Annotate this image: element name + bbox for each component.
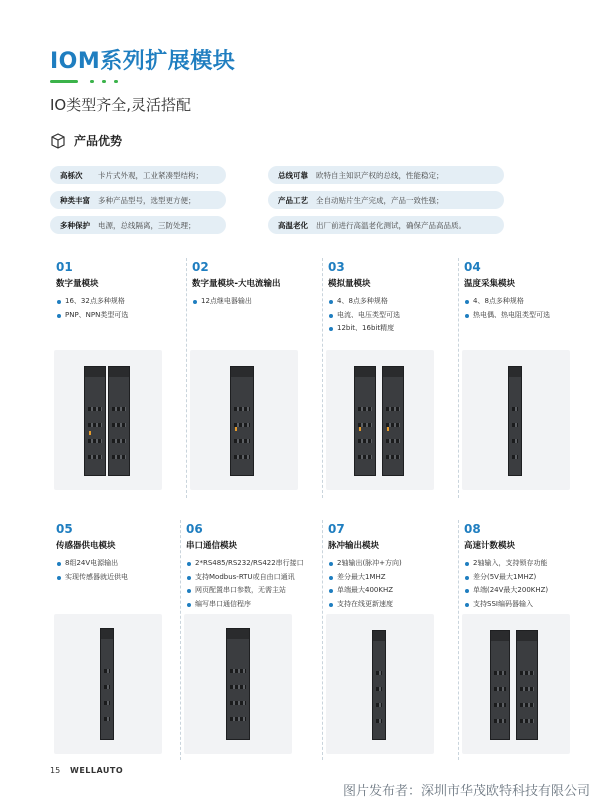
module-photo bbox=[54, 350, 162, 490]
module-card bbox=[192, 260, 281, 309]
module-feature: 单端最大400KHZ bbox=[328, 584, 402, 598]
module-photo bbox=[184, 614, 292, 754]
module-photo bbox=[326, 350, 434, 490]
advantage-pill bbox=[50, 216, 226, 234]
advantage-value: 卡片式外观，工业紧凑型结构； bbox=[98, 170, 203, 180]
module-name: 高速计数模块 bbox=[464, 541, 516, 551]
module-name: 模拟量模块 bbox=[328, 279, 371, 289]
module-photo bbox=[326, 614, 434, 754]
module-feature: PNP、NPN类型可选 bbox=[56, 309, 128, 323]
advantage-value: 多种产品型号，选型更方便； bbox=[98, 195, 196, 205]
advantage-pill bbox=[50, 166, 226, 184]
advantage-value: 欧特自主知识产权的总线，性能稳定； bbox=[316, 170, 444, 180]
module-card bbox=[464, 522, 548, 611]
cube-icon bbox=[50, 133, 66, 149]
module-feature: 2轴输出(脉冲+方向) bbox=[328, 557, 402, 571]
module-feature: 支持在线更新速度 bbox=[328, 598, 402, 612]
module-card bbox=[328, 260, 400, 336]
advantage-pill bbox=[268, 166, 504, 184]
module-feature: 支持SSI编码器输入 bbox=[464, 598, 548, 612]
advantage-value: 出厂前进行高温老化测试，确保产品高品质。 bbox=[316, 220, 466, 230]
advantages-label: 产品优势 bbox=[74, 134, 123, 148]
advantage-value: 全自动贴片生产完成，产品一致性强； bbox=[316, 195, 444, 205]
module-feature: 2轴输入，支持锁存功能 bbox=[464, 557, 548, 571]
module-number: 04 bbox=[464, 260, 481, 274]
module-card bbox=[186, 522, 304, 611]
module-name: 温度采集模块 bbox=[464, 279, 516, 289]
module-card bbox=[464, 260, 550, 322]
module-name: 串口通信模块 bbox=[186, 541, 238, 551]
module-feature: 支持Modbus-RTU或自由口通讯 bbox=[186, 571, 304, 585]
module-photo bbox=[462, 350, 570, 490]
advantage-key: 总线可靠 bbox=[278, 170, 308, 180]
module-feature: 单端(24V最大200KHZ) bbox=[464, 584, 548, 598]
module-number: 01 bbox=[56, 260, 73, 274]
advantage-key: 高栎次 bbox=[60, 170, 83, 180]
module-number: 07 bbox=[328, 522, 345, 536]
module-name: 传感器供电模块 bbox=[56, 541, 116, 551]
module-card bbox=[56, 522, 128, 584]
module-feature: 差分最大1MHZ bbox=[328, 571, 402, 585]
module-feature: 热电偶、热电阻类型可选 bbox=[464, 309, 550, 323]
module-feature: 12bit、16bit精度 bbox=[328, 322, 400, 336]
page-number: 15 bbox=[50, 766, 61, 775]
brand-name: WELLAUTO bbox=[70, 766, 124, 775]
advantage-pill bbox=[50, 191, 226, 209]
module-feature: 16、32点多种规格 bbox=[56, 295, 128, 309]
module-name: 脉冲输出模块 bbox=[328, 541, 380, 551]
advantage-key: 多种保护 bbox=[60, 220, 90, 230]
advantages-heading bbox=[50, 132, 122, 149]
module-feature: 电流、电压类型可选 bbox=[328, 309, 400, 323]
module-feature: 8组24V电源输出 bbox=[56, 557, 128, 571]
module-number: 03 bbox=[328, 260, 345, 274]
module-feature: 差分(5V最大1MHZ) bbox=[464, 571, 548, 585]
module-photo bbox=[462, 614, 570, 754]
module-photo bbox=[54, 614, 162, 754]
module-feature: 12点继电器输出 bbox=[192, 295, 281, 309]
publisher-credit: 图片发布者：深圳市华茂欧特科技有限公司 bbox=[342, 784, 590, 799]
module-number: 05 bbox=[56, 522, 73, 536]
module-number: 08 bbox=[464, 522, 481, 536]
module-name: 数字量模块 bbox=[56, 279, 99, 289]
module-feature: 4、8点多种规格 bbox=[328, 295, 400, 309]
module-feature: 编写串口通信程序 bbox=[186, 598, 304, 612]
module-card bbox=[328, 522, 402, 611]
module-number: 02 bbox=[192, 260, 209, 274]
module-number: 06 bbox=[186, 522, 203, 536]
module-feature: 实现传感器就近供电 bbox=[56, 571, 128, 585]
page-title: IOM系列扩展模块 bbox=[50, 49, 236, 74]
module-card bbox=[56, 260, 128, 322]
title-decoration bbox=[50, 78, 130, 84]
module-name: 数字量模块-大电流输出 bbox=[192, 279, 281, 289]
module-feature: 网页配置串口参数，无需主站 bbox=[186, 584, 304, 598]
page-subtitle: IO类型齐全,灵活搭配 bbox=[50, 96, 191, 114]
advantage-pill bbox=[268, 216, 504, 234]
module-photo bbox=[190, 350, 298, 490]
advantage-key: 产品工艺 bbox=[278, 195, 308, 205]
module-feature: 2*RS485/RS232/RS422串行接口 bbox=[186, 557, 304, 571]
module-feature: 4、8点多种规格 bbox=[464, 295, 550, 309]
advantage-key: 种类丰富 bbox=[60, 195, 90, 205]
advantage-value: 电源，总线隔离，三防处理； bbox=[98, 220, 196, 230]
advantage-key: 高温老化 bbox=[278, 220, 308, 230]
advantage-pill bbox=[268, 191, 504, 209]
